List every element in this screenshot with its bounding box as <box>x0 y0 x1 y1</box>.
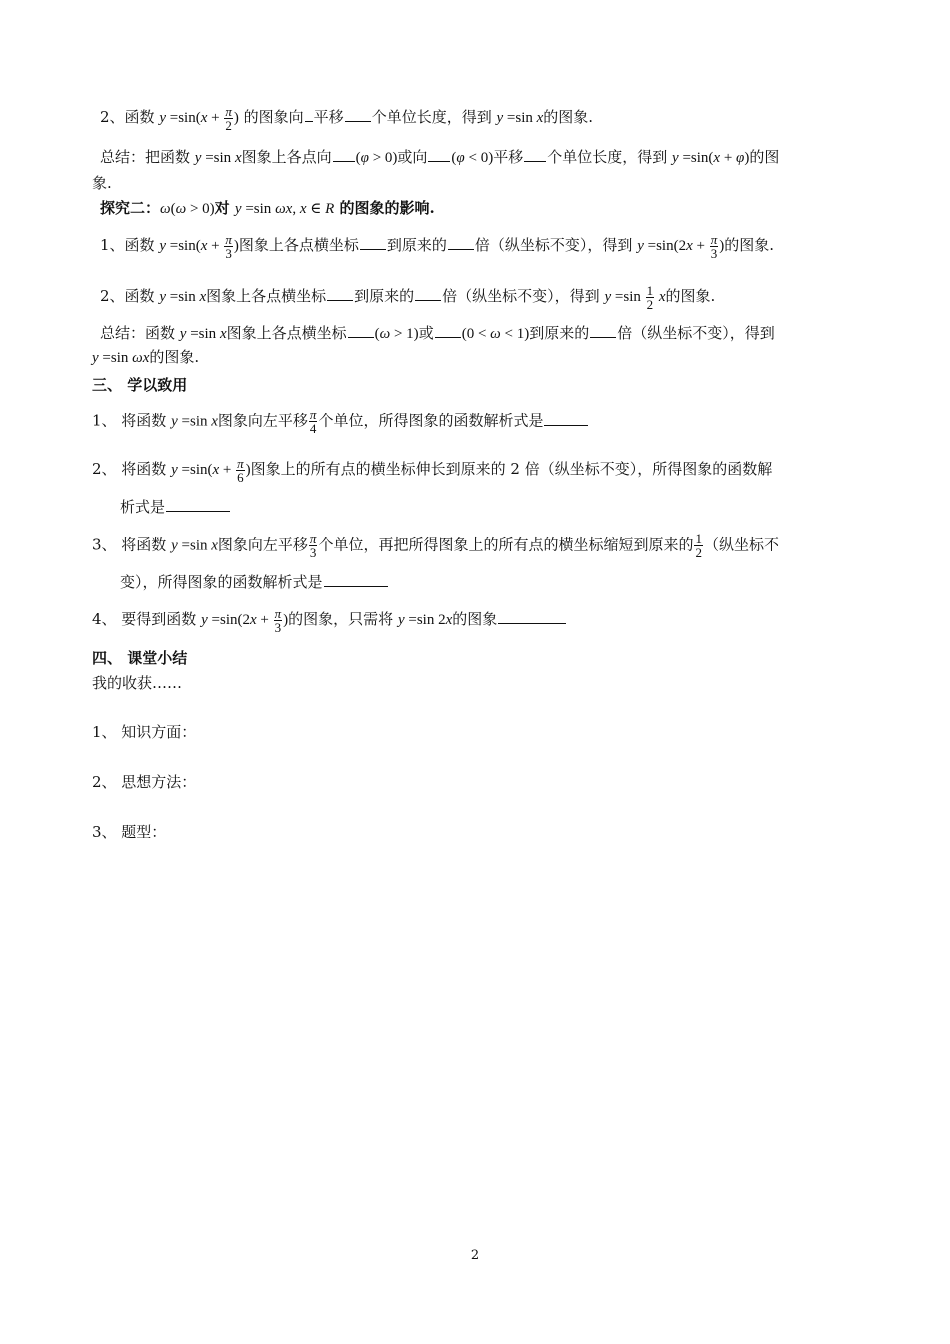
page-number: 2 <box>470 1248 480 1263</box>
answer-blank[interactable] <box>166 497 230 512</box>
blank[interactable] <box>415 286 441 301</box>
blank[interactable] <box>435 323 461 338</box>
blank[interactable] <box>333 147 355 162</box>
explore2-item2: 2、函数 y =sin x图象上各点横坐标 到原来的 倍（纵坐标不变），得到 y =sin $\frac{1}{2}$ x的图象. <box>100 283 716 312</box>
answer-blank[interactable] <box>544 411 588 426</box>
answer-blank[interactable] <box>498 609 566 624</box>
blank[interactable] <box>345 107 371 122</box>
explore2-heading: 探究二：ω(ω > 0)对 y =sin ωx, x ∈ R 的图象的影响. <box>100 199 435 217</box>
summary1: 总结：把函数 y =sin x图象上各点向 (φ > 0)或向 (φ < 0)平移 个单位长度，得到 y =sin(x + φ)的图 <box>100 148 780 166</box>
blank[interactable] <box>590 323 616 338</box>
summary2: 总结：函数 y =sin x图象上各点横坐标 (ω > 1)或 (0 < ω < 1)到原来的 倍（纵坐标不变），得到 <box>100 324 775 342</box>
summary-question-types: 3、 题型： <box>92 823 167 841</box>
blank[interactable] <box>305 107 313 122</box>
blank[interactable] <box>428 147 450 162</box>
exercise-2: 2、 将函数 y =sin(x + $\frac{\pi}{6}$ )图象上的所有点的横坐标伸长到原来的 2 倍（纵坐标不变），所得图象的函数解 <box>92 456 773 485</box>
summary-knowledge: 1、 知识方面： <box>92 723 197 741</box>
blank[interactable] <box>360 235 386 250</box>
exercise-3: 3、 将函数 y =sin x图象向左平移 $\frac{\pi}{3}$ 个单位，再把所得图象上的所有点的横坐标缩短到原来的 $\frac{1}{2}$ （纵坐标不 <box>92 531 779 560</box>
exercise-1: 1、 将函数 y =sin x图象向左平移 $\frac{\pi}{4}$ 个单位，所得图象的函数解析式是 <box>92 408 862 435</box>
formula: y =sin(x + $\frac{\pi}{2}$ ) <box>159 104 239 133</box>
my-gain: 我的收获…… <box>92 674 183 692</box>
explore2-item1: 1、函数 y =sin(x + $\frac{\pi}{3}$ )图象上各点横坐标 到原来的 倍（纵坐标不变），得到 y =sin(2x + $\frac{\pi}{3}$ )的图象. <box>100 232 775 261</box>
blank[interactable] <box>524 147 546 162</box>
section-heading: 三、 学以致用 <box>92 376 188 394</box>
answer-blank[interactable] <box>324 572 388 587</box>
summary-methods: 2、 思想方法： <box>92 773 197 791</box>
blank[interactable] <box>348 323 374 338</box>
section-heading: 四、 课堂小结 <box>92 649 188 667</box>
exercise-4: 4、 要得到函数 y =sin(2x + $\frac{\pi}{3}$ )的图象，只需将 y =sin 2x的图象 <box>92 607 862 634</box>
blank[interactable] <box>327 286 353 301</box>
blank[interactable] <box>448 235 474 250</box>
explore1-item2: 2、函数 y =sin(x + $\frac{\pi}{2}$ ) 的图象向 平移 个单位长度，得到 y =sin x的图象. <box>100 104 594 133</box>
